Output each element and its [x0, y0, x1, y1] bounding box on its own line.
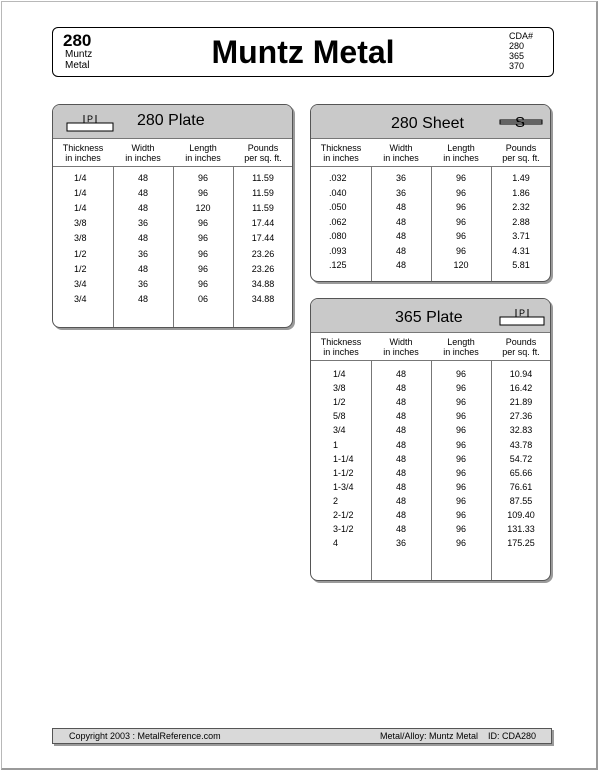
table-cell: 3/4: [74, 278, 87, 289]
table-row: [311, 524, 550, 538]
table-cell: 96: [455, 538, 466, 549]
cda-item: 365: [508, 51, 525, 61]
table-cell: 48: [395, 231, 406, 241]
column-header: [371, 337, 431, 357]
column-header-line1: Thickness: [62, 143, 104, 153]
id-text: ID: CDA280: [488, 731, 537, 741]
cda-label: CDA#: [508, 31, 533, 41]
table-cell: 48: [137, 188, 148, 199]
sheet-icon: [499, 114, 543, 130]
table-row: [311, 246, 550, 261]
table-cell: 120: [195, 203, 211, 214]
table-cell: .062: [329, 216, 347, 227]
table-cell: 36: [137, 218, 148, 229]
column-header-line1: Pounds: [505, 337, 537, 347]
header-sub1: Muntz: [65, 49, 93, 60]
table-cell: 16.42: [509, 383, 533, 394]
footer-bar: [52, 728, 552, 744]
column-header-line1: Width: [389, 143, 413, 153]
table-cell: 11.59: [252, 203, 274, 214]
table-cell: 96: [197, 218, 208, 229]
table-row: [311, 397, 550, 411]
table-cell: 48: [137, 203, 148, 214]
column-header: [371, 143, 431, 163]
table-cell: 96: [455, 453, 466, 464]
table-row: [311, 510, 550, 524]
page-title: Muntz Metal: [211, 34, 395, 70]
table-cell: 96: [455, 481, 466, 492]
table-cell: 96: [197, 188, 208, 199]
table-cell: 109.40: [507, 510, 535, 520]
table-cell: 4: [333, 538, 339, 549]
plate-icon: [66, 113, 114, 133]
table-cell: 48: [395, 202, 406, 212]
table-cell: 1/2: [333, 397, 346, 408]
table-header-bar: [311, 105, 550, 139]
table-cell: 3/8: [74, 233, 87, 244]
table-cell: 65.66: [509, 467, 533, 478]
table-cell: 48: [137, 293, 148, 304]
table-cell: 2-1/2: [333, 510, 354, 520]
table-cell: 48: [395, 397, 406, 408]
column-header-line2: in inches: [443, 347, 479, 357]
table-cell: 1.49: [512, 173, 530, 183]
table-cell: 1/4: [74, 203, 87, 214]
table-cell: 36: [395, 187, 406, 198]
table-cell: 17.44: [251, 218, 275, 229]
table-cell: 1-3/4: [333, 481, 354, 492]
table-row: [53, 294, 292, 309]
table-cell: 48: [395, 411, 406, 422]
table-cell: 21.89: [509, 397, 533, 408]
table-cell: 96: [197, 248, 208, 259]
table-row: [311, 425, 550, 439]
table-row: [53, 188, 292, 203]
table-cell: 54.72: [509, 453, 533, 464]
table-title: 280 Plate: [137, 112, 205, 129]
table-cell: 96: [455, 524, 466, 535]
table-cell: 43.78: [509, 439, 533, 450]
table-cell: 3/8: [333, 383, 346, 394]
table-title: 280 Sheet: [391, 115, 464, 132]
table-row: [53, 233, 292, 248]
table-row: [311, 383, 550, 397]
table-cell: .080: [329, 231, 347, 241]
table-cell: 96: [455, 383, 466, 394]
column-header-line2: in inches: [125, 153, 161, 163]
table-cell: 4.31: [512, 245, 530, 256]
table-row: [311, 411, 550, 425]
column-header-line1: Length: [447, 337, 475, 347]
table-cell: 1/4: [74, 188, 87, 199]
table-cell: 5.81: [512, 260, 530, 270]
column-header-line1: Pounds: [505, 143, 537, 153]
table-cell: 1-1/2: [333, 467, 354, 478]
plate-icon-letter: P: [519, 308, 526, 318]
table-cell: 3/8: [74, 218, 87, 229]
table-row: [311, 454, 550, 468]
table-cell: 96: [455, 397, 466, 408]
table-cell: 96: [455, 495, 466, 506]
column-header-line1: Length: [447, 143, 475, 153]
table-header-bar: [311, 299, 550, 333]
header-box: [52, 27, 554, 77]
table-cell: 48: [395, 510, 406, 520]
plate-icon: [499, 307, 545, 327]
table-cell: 48: [137, 233, 148, 244]
column-header-line1: Pounds: [247, 143, 279, 153]
table-cell: 23.26: [251, 248, 275, 259]
column-header-line2: in inches: [185, 153, 221, 163]
table-cell: 1/4: [74, 173, 87, 183]
cda-item: 280: [508, 41, 525, 51]
table-cell: 48: [395, 383, 406, 394]
table-cell: 27.36: [509, 411, 533, 422]
table-cell: 34.88: [251, 278, 275, 289]
column-header-line2: in inches: [443, 153, 479, 163]
column-header-line2: per sq. ft.: [502, 347, 540, 357]
table-cell: 96: [455, 467, 466, 478]
column-header: [311, 337, 371, 357]
column-header-line2: per sq. ft.: [244, 153, 282, 163]
table-row: [53, 249, 292, 264]
table-cell: 96: [455, 202, 466, 212]
table-cell: 1/2: [74, 263, 87, 274]
table-cell: 5/8: [333, 411, 346, 422]
table-cell: 11.59: [252, 173, 274, 183]
table-cell: 36: [395, 538, 406, 549]
column-header-line2: per sq. ft.: [502, 153, 540, 163]
table-cell: 96: [455, 369, 466, 379]
copyright-text: Copyright 2003 : MetalReference.com: [69, 731, 221, 741]
table-cell: 96: [197, 173, 208, 183]
table-cell: 96: [455, 425, 466, 436]
table-cell: 48: [395, 260, 406, 270]
cda-item: 370: [508, 61, 525, 71]
alloy-text: Metal/Alloy: Muntz Metal: [380, 731, 479, 741]
cda-list: [509, 31, 533, 71]
table-cell: 06: [197, 293, 208, 304]
table-cell: 96: [197, 263, 208, 274]
table-cell: 36: [137, 278, 148, 289]
table-row: [311, 217, 550, 232]
table-row: [53, 264, 292, 279]
sheet-icon-letter: S: [515, 114, 526, 130]
table-cell: 3/4: [74, 293, 87, 304]
table-cell: 3/4: [333, 425, 346, 436]
table-cell: .040: [329, 187, 347, 198]
column-header-line2: in inches: [65, 153, 101, 163]
table-cell: 1: [333, 439, 339, 450]
table-cell: 96: [455, 439, 466, 450]
table-cell: 131.33: [507, 524, 535, 535]
table-cell: 2.88: [512, 216, 530, 227]
column-header-line2: in inches: [323, 153, 359, 163]
column-header-line1: Width: [389, 337, 413, 347]
table-cell: 48: [395, 495, 406, 506]
table-cell: 3-1/2: [333, 524, 354, 535]
table-cell: 36: [395, 173, 406, 183]
column-header: [431, 143, 491, 163]
table-row: [311, 369, 550, 383]
column-header-line1: Length: [189, 143, 217, 153]
column-header: [233, 143, 293, 163]
plate-icon-letter: P: [87, 114, 94, 124]
table-cell: 10.94: [509, 369, 533, 379]
table-cell: 23.26: [251, 263, 275, 274]
table-cell: 48: [395, 369, 406, 379]
table-cell: 120: [453, 260, 469, 270]
table-cell: 48: [395, 453, 406, 464]
table-cell: 1-1/4: [333, 453, 354, 464]
table-cell: 1/4: [333, 369, 346, 379]
header-number: 280: [63, 31, 92, 50]
table-cell: 48: [137, 173, 148, 183]
column-header-line2: in inches: [323, 347, 359, 357]
table-cell: 2.32: [512, 202, 530, 212]
column-header: [431, 337, 491, 357]
table-cell: 17.44: [251, 233, 275, 244]
table-280-plate: [52, 104, 293, 328]
table-365-plate: [310, 298, 551, 581]
table-cell: 48: [137, 263, 148, 274]
table-cell: 76.61: [509, 481, 533, 492]
table-row: [311, 173, 550, 188]
column-header-line2: in inches: [383, 153, 419, 163]
column-header: [173, 143, 233, 163]
table-280-sheet: [310, 104, 551, 282]
table-cell: 32.83: [509, 425, 533, 436]
table-cell: .032: [329, 173, 347, 183]
table-row: [311, 538, 550, 552]
table-row: [53, 279, 292, 294]
table-row: [311, 468, 550, 482]
table-cell: 34.88: [251, 293, 275, 304]
table-cell: 1/2: [74, 248, 87, 259]
column-header: [491, 337, 551, 357]
table-cell: 96: [455, 231, 466, 241]
table-cell: 96: [197, 233, 208, 244]
table-row: [311, 231, 550, 246]
table-cell: 48: [395, 216, 406, 227]
table-cell: 175.25: [507, 538, 535, 549]
table-cell: 96: [455, 411, 466, 422]
column-header: [491, 143, 551, 163]
table-row: [311, 482, 550, 496]
table-row: [311, 440, 550, 454]
table-cell: 48: [395, 481, 406, 492]
table-cell: .050: [329, 202, 347, 212]
table-cell: 48: [395, 524, 406, 535]
table-row: [311, 260, 550, 275]
table-cell: 3.71: [512, 231, 530, 241]
column-header-line2: in inches: [383, 347, 419, 357]
table-cell: 48: [395, 245, 406, 256]
table-cell: 87.55: [509, 495, 533, 506]
column-header: [113, 143, 173, 163]
table-cell: 96: [455, 510, 466, 520]
header-sub2: Metal: [65, 60, 90, 71]
table-row: [53, 203, 292, 218]
table-title: 365 Plate: [395, 309, 463, 326]
table-cell: 96: [455, 173, 466, 183]
column-header-line1: Thickness: [320, 337, 362, 347]
table-cell: 1.86: [512, 187, 530, 198]
column-header-line1: Thickness: [320, 143, 362, 153]
table-row: [311, 202, 550, 217]
table-cell: 96: [455, 216, 466, 227]
table-cell: 48: [395, 467, 406, 478]
table-cell: 48: [395, 439, 406, 450]
table-cell: 96: [197, 278, 208, 289]
table-row: [53, 173, 292, 188]
table-cell: .093: [329, 245, 347, 256]
table-cell: 96: [455, 187, 466, 198]
table-cell: 11.59: [252, 188, 274, 199]
table-header-bar: [53, 105, 292, 139]
column-header-line1: Width: [131, 143, 155, 153]
column-header: [53, 143, 113, 163]
table-cell: .125: [329, 260, 347, 270]
table-row: [311, 188, 550, 203]
table-row: [311, 496, 550, 510]
table-cell: 48: [395, 425, 406, 436]
table-cell: 96: [455, 245, 466, 256]
table-row: [53, 218, 292, 233]
column-header: [311, 143, 371, 163]
table-cell: 2: [333, 495, 339, 506]
table-cell: 36: [137, 248, 148, 259]
